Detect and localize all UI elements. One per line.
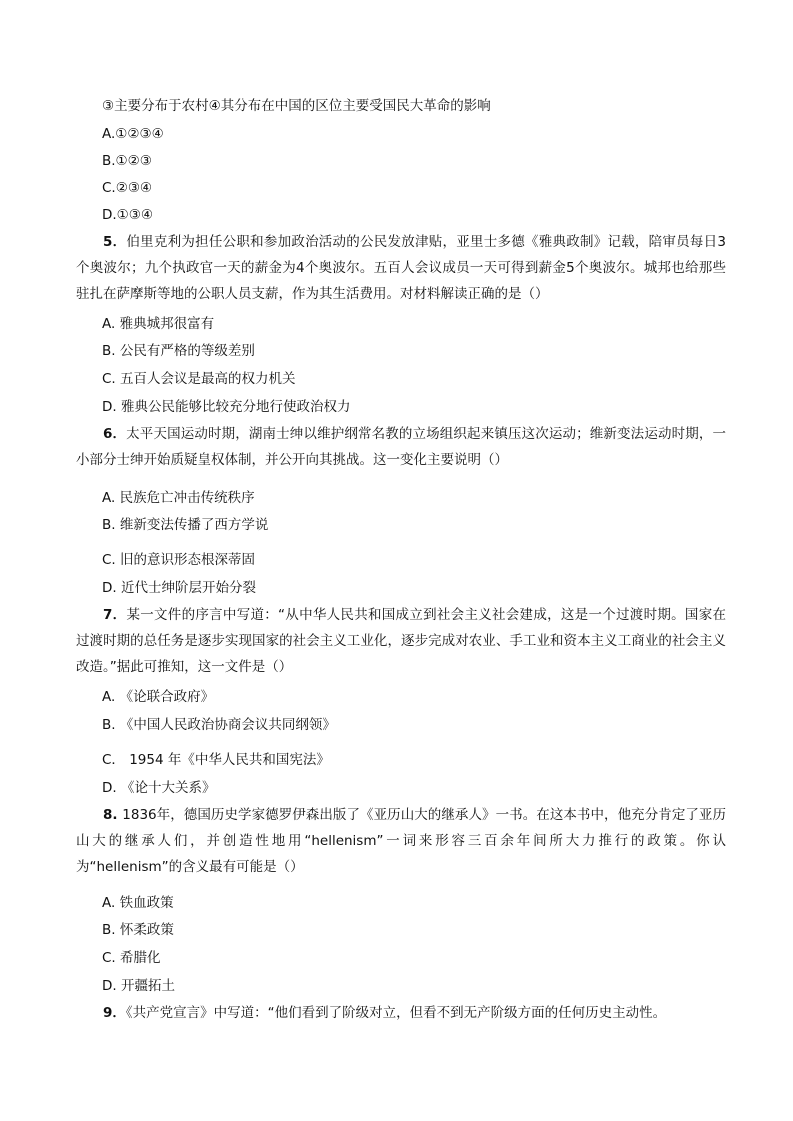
q4-statement-tail: ③主要分布于农村④其分布在中国的区位主要受国民大革命的影响	[102, 98, 491, 114]
q7-option-b: B. 《中国人民政治协商会议共同纲领》	[102, 717, 336, 733]
q4-option-a: A.①②③④	[102, 126, 164, 142]
q6-stem	[76, 421, 726, 473]
q6-option-b: B. 维新变法传播了西方学说	[102, 517, 269, 533]
q6-option-a: A. 民族危亡冲击传统秩序	[102, 490, 255, 506]
q4-option-d: D.①③④	[102, 207, 153, 223]
q7-option-d: D. 《论十大关系》	[102, 780, 216, 796]
q6-option-c: C. 旧的意识形态根深蒂固	[102, 552, 256, 568]
q9-number: 9．	[103, 1005, 126, 1021]
q5-option-b: B. 公民有严格的等级差别	[102, 343, 255, 359]
q9-stem	[76, 1000, 726, 1026]
q5-number: 5．	[103, 234, 127, 250]
q8-option-a: A. 铁血政策	[102, 895, 174, 911]
q8-option-c: C. 希腊化	[102, 950, 161, 966]
q4-option-c: C.②③④	[102, 180, 153, 196]
q7-number: 7．	[103, 607, 127, 623]
q8-option-d: D. 开疆拓土	[102, 978, 175, 994]
q8-number: 8.	[103, 807, 123, 823]
q7-option-c: C． 1954 年《中华人民共和国宪法》	[102, 752, 330, 768]
q6-number: 6．	[103, 426, 127, 442]
q5-option-a: A. 雅典城邦很富有	[102, 316, 215, 332]
q5-option-d: D. 雅典公民能够比较充分地行使政治权力	[102, 399, 351, 415]
q7-text: 某一文件的序言中写道：“从中华人民共和国成立到社会主义社会建成，这是一个过渡时期。国家在过渡时期的总任务是逐步实现国家的社会主义工业化，逐步完成对农业、手工业和资本主义工商业的社会主义改造。”据此可推知，这一文件是（）	[76, 607, 726, 675]
q9-text: 《共产党宣言》中写道：“他们看到了阶级对立，但看不到无产阶级方面的任何历史主动性。	[125, 1005, 667, 1021]
q7-stem	[76, 602, 726, 680]
q6-text: 太平天国运动时期，湖南士绅以维护纲常名教的立场组织起来镇压这次运动；维新变法运动时期，一小部分士绅开始质疑皇权体制，并公开向其挑战。这一变化主要说明（）	[76, 426, 726, 468]
q8-stem	[76, 802, 726, 880]
q5-stem	[76, 229, 726, 307]
q8-text: 1836年，德国历史学家德罗伊森出版了《亚历山大的继承人》一书。在这本书中，他充分肯定了亚历山大的继承人们，并创造性地用“hellenism”一词来形容三百余年间所大力推行的政策。你认为“hellenism”的含义最有可能是（）	[76, 807, 726, 875]
q8-option-b: B. 怀柔政策	[102, 922, 174, 938]
q5-option-c: C. 五百人会议是最高的权力机关	[102, 371, 296, 387]
q6-option-d: D. 近代士绅阶层开始分裂	[102, 580, 256, 596]
q7-option-a: A. 《论联合政府》	[102, 689, 215, 705]
q5-text: 伯里克利为担任公职和参加政治活动的公民发放津贴，亚里士多德《雅典政制》记载，陪审员每日3个奥波尔；九个执政官一天的薪金为4个奥波尔。五百人会议成员一天可得到薪金5个奥波尔。城邦也给那些驻扎在萨摩斯等地的公职人员支薪，作为其生活费用。对材料解读正确的是（）	[76, 234, 726, 302]
q4-option-b: B.①②③	[102, 153, 152, 169]
